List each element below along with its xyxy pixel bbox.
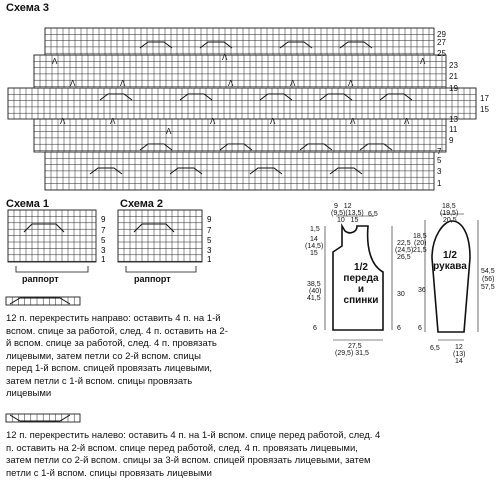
legend-1-line: перед 1-й вспом. спицей провязать лицевыми,	[6, 363, 213, 374]
body-dim-left-6: (40)	[309, 288, 322, 295]
legend-2-symbol	[6, 414, 80, 422]
decrease-symbol: Λ	[110, 117, 116, 126]
body-dim-left-4: 15	[310, 250, 318, 257]
legend-1-line: лицевыми	[6, 388, 52, 399]
sleeve-dim-left-6: 6,5	[430, 345, 440, 352]
scheme1-row-number: 5	[101, 236, 106, 245]
decrease-symbol: Λ	[210, 117, 216, 126]
decrease-symbol: Λ	[420, 57, 426, 66]
decrease-symbol: Λ	[228, 79, 234, 88]
decrease-symbol: Λ	[404, 117, 410, 126]
legend-2-line: 12 п. перекрестить налево: оставить 4 п. на 1-й вспом. спице перед работой, след. 4	[6, 430, 381, 441]
body-label-line3: и	[357, 284, 365, 295]
scheme3-row-number: 25	[437, 49, 446, 58]
sleeve-dim-top-1: 18,5	[442, 203, 456, 210]
scheme1-row-number: 3	[101, 246, 106, 255]
scheme3-row-number: 1	[437, 179, 442, 188]
decrease-symbol: Λ	[120, 79, 126, 88]
sleeve-dim-left-4: 36	[418, 287, 426, 294]
sleeve-dim-left-3: 21,5	[413, 247, 427, 254]
sleeve-dim-right-2: (56)	[482, 276, 495, 283]
sleeve-dim-left-2: (20)	[414, 240, 427, 247]
scheme3-row-number: 29	[437, 30, 446, 39]
body-dim-left-2: 14	[310, 236, 318, 243]
body-dim-shoulder: 6,5	[368, 211, 378, 218]
scheme1-row-number: 9	[101, 215, 106, 224]
body-dim-bottom-2: (29,5) 31,5	[335, 350, 369, 357]
scheme3-row-number: 7	[437, 147, 442, 156]
body-dim-right-2: (24,5)	[395, 247, 414, 254]
sleeve-dim-top-2: (19,5)	[440, 210, 459, 217]
body-label-line2: переда	[343, 273, 379, 284]
sleeve-dim-left-5: 6	[418, 325, 422, 332]
legend-1-symbol	[6, 297, 80, 305]
scheme3-row-number: 15	[480, 105, 489, 114]
decrease-symbol: Λ	[60, 117, 66, 126]
scheme1-row-number: 7	[101, 226, 106, 235]
scheme3-title: Схема 3	[6, 2, 50, 14]
sleeve-dim-bottom-1: 12	[455, 344, 463, 351]
sleeve-dim-bottom-2: (13)	[453, 351, 466, 358]
decrease-symbol: Λ	[350, 117, 356, 126]
scheme2-row-number: 9	[207, 215, 212, 224]
scheme2-row-number: 3	[207, 246, 212, 255]
body-dim-bottom-1: 27,5	[348, 343, 362, 350]
legend-2-line: петли с 1-й вспом. спицы провязать лицевыми	[6, 467, 212, 479]
scheme3-row-number: 5	[437, 156, 442, 165]
legend-2-line: затем петли со 2-й вспом. спицы за 3-й вспом. спицей провязать лицевыми, затем	[6, 455, 371, 466]
body-dim-left-5: 38,5	[307, 281, 321, 288]
body-dim-right-1: 22,5	[397, 240, 411, 247]
scheme2-row-number: 5	[207, 236, 212, 245]
sleeve-dim-top-3: 20,5	[443, 217, 457, 224]
body-dim-neck-b: (9,5)(13,5)	[331, 210, 364, 217]
sleeve-dim-right-3: 57,5	[481, 284, 495, 291]
decrease-symbol: Λ	[348, 79, 354, 88]
legend-1-line: вспом. спице за работой, след. 4 п. оставить на 2-	[6, 325, 228, 337]
decrease-symbol: Λ	[270, 117, 276, 126]
decrease-symbol: Λ	[52, 57, 58, 66]
scheme1-row-number: 1	[101, 255, 106, 264]
sleeve-dim-right-1: 54,5	[481, 268, 495, 275]
legend-1-text	[6, 313, 296, 401]
body-label-line4: спинки	[343, 295, 379, 306]
body-dim-right-4: 30	[397, 291, 405, 298]
scheme3-row-number: 9	[449, 136, 454, 145]
sleeve-label-line2: рукава	[433, 261, 467, 272]
scheme3-row-number: 17	[480, 94, 489, 103]
scheme2-repeat-label: раппорт	[134, 274, 171, 284]
scheme2-row-number: 1	[207, 255, 212, 264]
legend-1-line: затем петли с 1-й вспом. спицы провязать	[6, 375, 193, 387]
body-dim-left-7: 41,5	[307, 295, 321, 302]
decrease-symbol: Λ	[290, 79, 296, 88]
body-dim-right-5: 6	[397, 325, 401, 332]
decrease-symbol: Λ	[166, 127, 172, 136]
sleeve-dim-left-1: 18,5	[413, 233, 427, 240]
legend-1-line: лицевыми, затем петли со 2-й вспом. спицы	[6, 350, 201, 362]
body-dim-left-8: 6	[313, 325, 317, 332]
body-dim-left-3: (14,5)	[305, 243, 324, 250]
legend-2-line: п. оставить на 2-й вспом. спице перед работой, след. 4 п. провязать лицевыми,	[6, 442, 358, 454]
scheme3-row-number: 21	[449, 72, 458, 81]
scheme2-title: Схема 2	[120, 198, 164, 210]
sleeve-label-line1: 1/2	[443, 250, 457, 261]
legend-1-line: й вспом. спице за работой, след. 4 п. провязать	[6, 338, 217, 349]
scheme3-row-number: 23	[449, 61, 458, 70]
body-dim-right-3: 26,5	[397, 254, 411, 261]
body-label-line1: 1/2	[354, 262, 368, 273]
scheme3-row-number: 19	[449, 84, 458, 93]
legend-1-line: 12 п. перекрестить направо: оставить 4 п. на 1-й	[6, 313, 221, 324]
scheme3-row-number: 11	[449, 125, 458, 134]
scheme3-row-number: 3	[437, 167, 442, 176]
scheme1-title: Схема 1	[6, 198, 50, 210]
body-dim-left-1: 1,5	[310, 226, 320, 233]
decrease-symbol: Λ	[70, 79, 76, 88]
decrease-symbol: Λ	[222, 53, 228, 62]
body-dim-neck-c: 10 15	[337, 217, 359, 224]
scheme2-row-number: 7	[207, 226, 212, 235]
scheme1-repeat-label: раппорт	[22, 274, 59, 284]
sleeve-dim-bottom-3: 14	[455, 358, 463, 365]
body-dim-neck-a: 9 12	[334, 203, 352, 210]
legend-2-text	[6, 430, 496, 480]
scheme3-row-number: 13	[449, 115, 458, 124]
scheme3-row-number: 27	[437, 38, 446, 47]
